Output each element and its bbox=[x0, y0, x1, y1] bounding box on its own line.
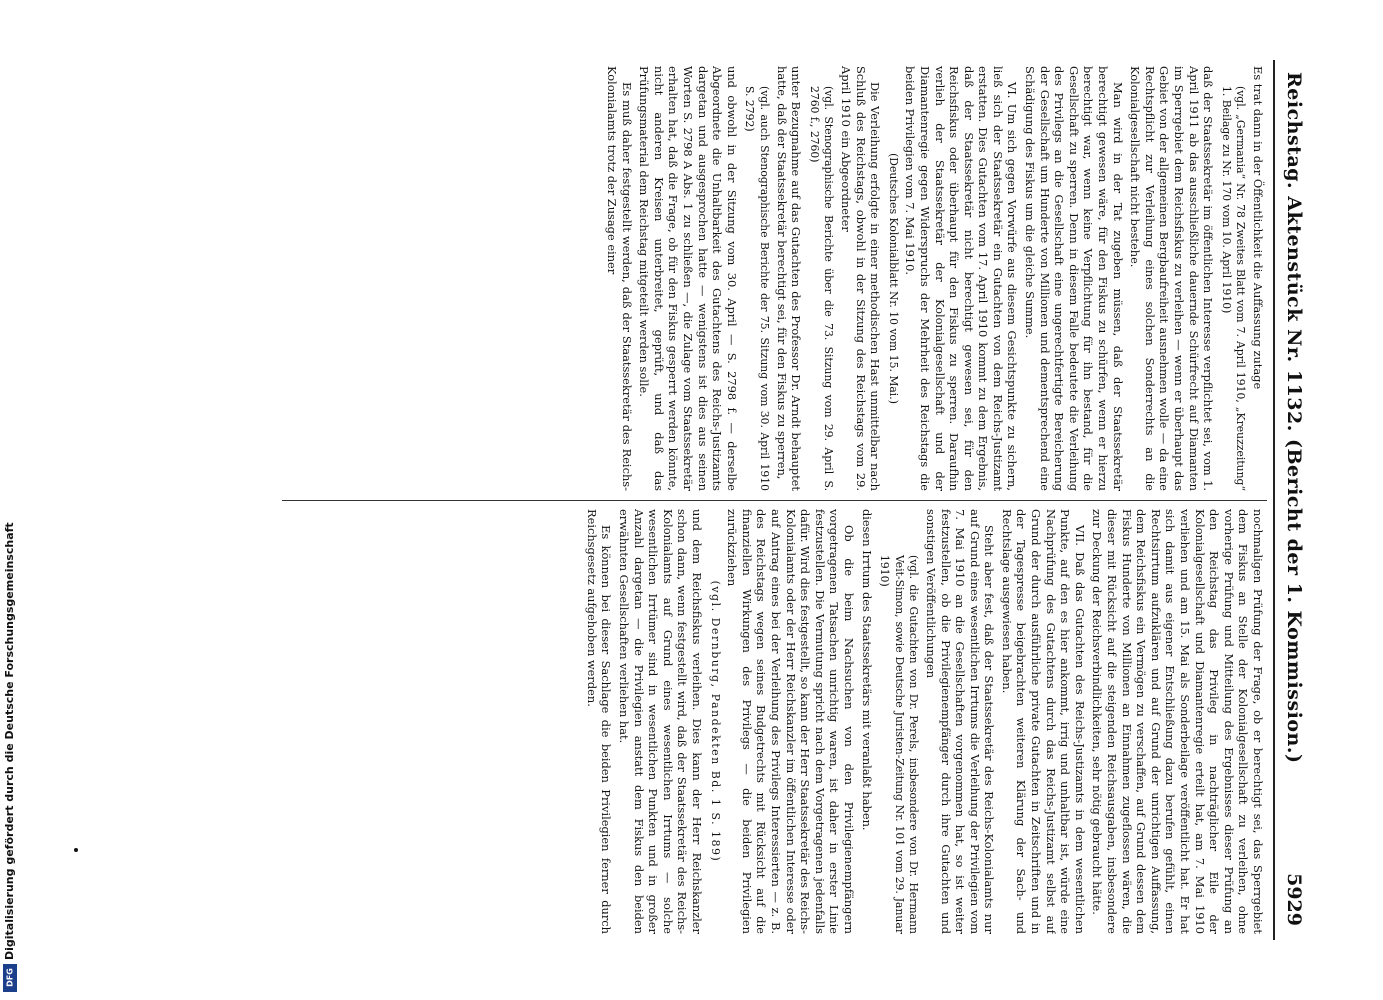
paragraph: Es können bei dieser Sachlage die beiden Privilegien ferner durch Reichsgesetz aufgehoben werden. bbox=[584, 509, 614, 934]
page-number: 5929 bbox=[1283, 873, 1305, 926]
paragraph: Ob die beim Nachsuchen von den Privilegienempfängern vorgetragenen Tatsachen unrichtig waren, ist daher in erster Linie festzustellen. Die Vermutung spricht nach dem Vorgetragenen jedenfalls dafür. Wird dies festgestellt, so kann der Herr Staatssekretär des Reichs-Kolonialamts oder der Herr Reichskanzler im öffentlichen Interesse oder auf Antrag eines bei der Verleihung des Privilegs Interessierten — z. B. des Reichstags wegen seines Budgetrechts mit Rücksicht auf die finanziellen Wirkungen des Privilegs — die beiden Privilegien zurückziehen bbox=[725, 509, 856, 934]
column-divider bbox=[282, 500, 1267, 501]
paragraph: (vgl. Stenographische Berichte über die 73. Sitzung vom 29. April S. 2760 f., 2760) bbox=[807, 86, 836, 491]
scan-speck bbox=[74, 848, 78, 852]
paragraph: daß der Staatssekretär im öffentlichen Interesse verpflichtet sei, vom 1. April 1911 ab das ausschließliche dauernde Schürfrecht auf Diamanten im Sperrgebiet dem Reichsfiskus zu verleihen — wenn er überhaupt das Gebiet von der allgemeinen Bergbaufreiheit ausnehmen wolle — da eine Rechtspflicht zur Verleihung eines solchen Sonderrechts an die Kolonialgesellschaft nicht bestehe. bbox=[1128, 66, 1216, 491]
right-text-column bbox=[280, 509, 1265, 934]
attribution-text: Digitalisierung gefördert durch die Deutsche Forschungsgemeinschaft bbox=[3, 522, 16, 960]
paragraph: diesen Irrtum des Staatssekretärs mit veranlaßt haben. bbox=[859, 509, 874, 831]
paragraph: Es muß daher festgestellt werden, daß der Staatssekretär des Reichs-Kolonialamts trotz der Zusage einer bbox=[605, 66, 634, 491]
header-title: Reichstag. Aktenstück Nr. 1132. (Bericht der 1. Kommission.) bbox=[1283, 72, 1305, 764]
paragraph: Es trat dann in der Öffentlichkeit die Auffassung zutage bbox=[1251, 66, 1265, 390]
paragraph: und obwohl in der Sitzung vom 30. April — S. 2798 f. — derselbe Abgeordnete die Unhaltbarkeit des Gutachtens des Reichs-Justizamts dargetan und ausgesprochen hatte — wenigstens ist dies aus seinen Worten S. 2798 A Abs. 1 zu schließen —, die Zulage vom Staatssekretär erhalten hat, daß die Frage, ob für den Fiskus gesperrt werden könnte, nicht anderen Kreisen unterbreitet, geprüft, und daß das Prüfungsmaterial dem Reichstag mitgeteilt werden solle. bbox=[637, 66, 739, 491]
paragraph: Man wird in der Tat zugeben müssen, daß der Staatssekretär berechtigt gewesen wäre, für den Fiskus zu schürfen, wenn er hierzu berechtigt war, wenn keine Verpflichtung für ihn bestand, für die Gesellschaft zu sperren. Denn in diesem Falle bedeutete die Verleihung des Privilegs an die Gesellschaft eine ungerechtfertigte Bereicherung der Gesellschaft um Hunderte von Millionen und dementsprechend eine Schädigung des Fiskus um die gleiche Summe. bbox=[1023, 66, 1125, 491]
paragraph: (Deutsches Kolonialblatt Nr. 10 vom 15. Mai.) bbox=[886, 153, 900, 404]
dfg-logo-text: DFG bbox=[5, 968, 15, 987]
rotated-document-page bbox=[275, 60, 1315, 940]
paragraph: VI. Um sich gegen Vorwürfe aus diesem Gesichtspunkte zu sichern, ließ sich der Staatssekretär ein Gutachten von dem Reichs-Justizamt erstatten. Dies Gutachten vom 17. April 1910 kommt zu dem Ergebnis, daß der Staatssekretär nicht berechtigt gewesen sei, für den Reichsfiskus oder überhaupt für den Fiskus zu sperren. Daraufhin verlieh der Staatssekretär der Kolonialgesellschaft und der Diamantenregie gegen Widerspruchs der Mehrheit des Reichstags die beiden Privilegien vom 7. Mai 1910. bbox=[903, 66, 1020, 491]
paragraph: Die Verleihung erfolgte in einer methodischen Hast unmittelbar nach Schluß des Reichstags, obwohl in der Sitzung des Reichstags vom 29. April 1910 ein Abgeordneter bbox=[838, 66, 883, 491]
paragraph: (vgl. Dernburg, Pandekten Bd. 1 S. 189) bbox=[708, 580, 722, 863]
paragraph: nochmaligen Prüfung der Frage, ob er berechtigt sei, das Sperrgebiet dem Fiskus an Stelle der Kolonialgesellschaft zu verleihen, ohne vorherige Prüfung und Mitteilung des Ergebnisses dieser Prüfung an den Reichstag das Privileg in nachträglicher Eile der Kolonialgesellschaft und Diamantenregie erteilt hat, am 7. Mai 1910 verliehen und am 15. Mai als Sonderbeilage veröffentlicht hat. Er hat sich damit aus eigener Entschließung dazu berufen gefühlt, einen Rechtsirrtum aufzuklären und auf Grund der unrichtigen Auffassung, dem Reichsfiskus ein Vermögen zu verschaffen, auf Grund dessen dem Fiskus Hunderte von Millionen an Einnahmen zugeflossen wären, die dieser mit Rücksicht auf die steigenden Reichsausgaben, insbesondere zur Deckung der Reichsverbindlichkeiten, sehr nötig gebraucht hätte. bbox=[1090, 509, 1265, 934]
paragraph: und dem Reichsfiskus verleihen. Dies kann der Herr Reichskanzler schon dann, wenn festgestellt wird, daß der Staatssekretär des Reichs-Kolonialamts auf Grund eines wesentlichen Irrtums — solche wesentlichen Irrtümer sind in wesentlichen Punkten und in großer Anzahl dargetan — die Privilegien anstatt dem Fiskus den beiden erwähnten Gesellschaften verliehen hat. bbox=[617, 509, 705, 934]
attribution-strip bbox=[3, 180, 17, 960]
left-text-column bbox=[280, 66, 1265, 491]
paragraph: (vgl. „Germania“ Nr. 78 Zweites Blatt vom 7. April 1910, „Kreuzzeitung“ 1. Beilage zu Nr. 170 vom 10. April 1910) bbox=[1219, 86, 1248, 491]
paragraph: Steht aber fest, daß der Staatssekretär des Reichs-Kolonialamts nur auf Grund eines wesentlichen Irrtums die Verleihung der Privilegien vom 7. Mai 1910 an die Gesellschaften vorgenommen hat, so ist weiter festzustellen, ob die Privilegienempfänger durch ihre Gutachten und sonstigen Veröffentlichungen bbox=[923, 509, 997, 934]
paragraph: (vgl. die Gutachten von Dr. Perels, insbesondere von Dr. Hermann Veit-Simon, sowie Deutsche Juristen-Zeitung Nr. 101 vom 29. Januar 1910) bbox=[878, 555, 921, 934]
page-header bbox=[1273, 60, 1309, 940]
paragraph: VII. Daß das Gutachten des Reichs-Justizamts in dem wesentlichen Punkte, auf den es hier ankommt, irrig und unhaltbar ist, würde eine Nachprüfung des Gutachtens durch das Reichs-Justizamt selbst auf Grund der durch ausführliche private Gutachten in Zeitschriften und in der Tagespresse beigebrachten weiteren Klärung der Sach- und Rechtslage ausgewiesen haben. bbox=[999, 509, 1087, 934]
paragraph: (vgl. auch Stenographische Berichte der 75. Sitzung vom 30. April 1910 S. 2792) bbox=[743, 86, 771, 491]
dfg-logo bbox=[3, 964, 17, 992]
paragraph: unter Bezugnahme auf das Gutachten des Professor Dr. Arndt behauptet hatte, daß der Staatssekretär berechtigt sei, für den Fiskus zu sperren, bbox=[774, 66, 804, 491]
